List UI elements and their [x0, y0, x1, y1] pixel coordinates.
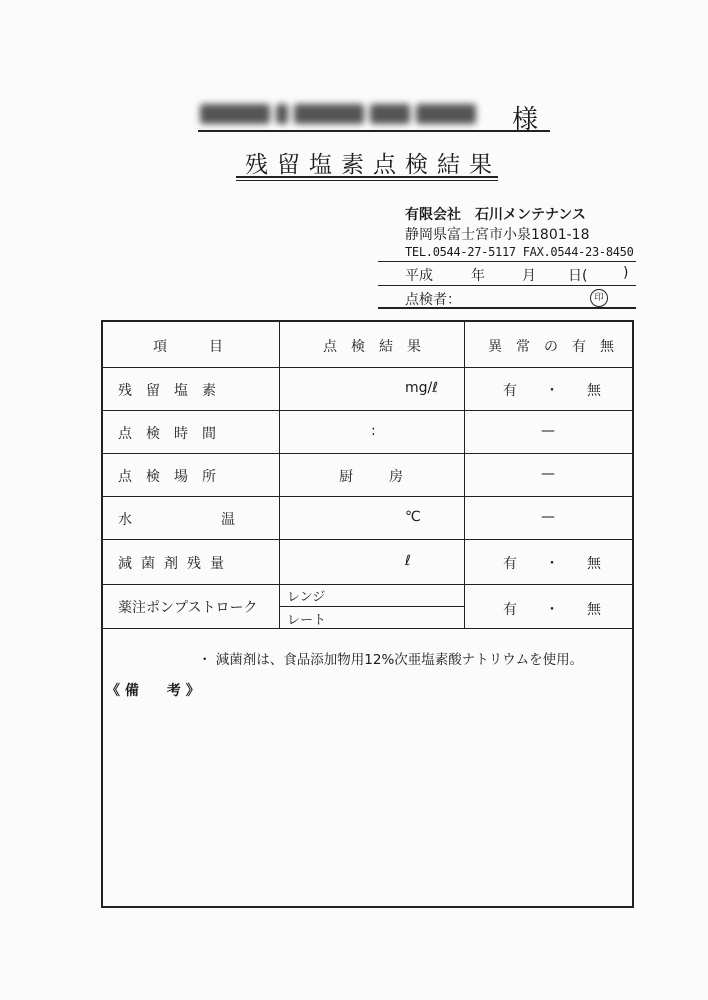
abnormal-yes: 有	[503, 383, 517, 399]
row-water-temp-unit: ℃	[405, 509, 421, 525]
row-line	[103, 584, 632, 585]
date-top-line	[378, 261, 636, 262]
inspector-underline	[378, 307, 636, 309]
abnormal-yes: 有	[503, 602, 517, 618]
row-pump-stroke-label: 薬注ポンプストローク	[118, 600, 258, 616]
header-result: 点 検 結 果	[323, 339, 421, 355]
abnormal-no: 無	[587, 556, 601, 572]
recipient-name-redacted	[200, 100, 490, 128]
row-line	[103, 453, 632, 454]
row-residual-chlorine-unit: mg/ℓ	[405, 380, 439, 396]
row-inspection-place-label: 点検場所	[118, 469, 230, 485]
seal-mark: 印	[590, 289, 608, 307]
row-line	[103, 496, 632, 497]
recipient-suffix: 様	[512, 105, 539, 135]
row-line	[103, 410, 632, 411]
row-pump-stroke-range: レンジ	[287, 590, 326, 605]
row-inspection-time-dash: —	[541, 423, 555, 439]
date-month: 月	[522, 268, 536, 284]
inspection-table	[101, 320, 634, 908]
header-item: 項 目	[153, 339, 223, 355]
row-inspection-place-dash: —	[541, 466, 555, 482]
row-inspection-time-label: 点検時間	[118, 426, 230, 442]
inspector-row	[405, 289, 635, 307]
header-abnormal: 異 常 の 有 無	[488, 339, 614, 355]
row-line	[103, 628, 632, 629]
row-disinfectant-label: 減菌剤残量	[118, 556, 233, 572]
date-era: 平成	[405, 268, 433, 284]
row-water-temp-label-a: 水	[118, 512, 132, 528]
disinfectant-note: ・ 減菌剤は、食品添加物用12%次亜塩素酸ナトリウムを使用。	[198, 652, 584, 668]
row-line	[103, 367, 632, 368]
abnormal-dot: ・	[545, 383, 559, 399]
company-name: 有限会社 石川メンテナンス	[405, 207, 586, 223]
abnormal-dot: ・	[545, 556, 559, 572]
row-line	[103, 539, 632, 540]
sub-row-line	[279, 606, 464, 607]
date-row	[405, 265, 635, 283]
row-disinfectant-unit: ℓ	[405, 553, 411, 569]
abnormal-no: 無	[587, 383, 601, 399]
remarks-label: 《 備 考 》	[106, 683, 200, 699]
title-underline	[236, 176, 498, 178]
row-pump-stroke-rate: レート	[287, 613, 327, 628]
row-water-temp-label-b: 温	[221, 512, 235, 528]
abnormal-yes: 有	[503, 556, 517, 572]
company-address: 静岡県富士宮市小泉1801-18	[405, 227, 590, 243]
abnormal-dot: ・	[545, 602, 559, 618]
row-inspection-place-value-a: 厨	[339, 469, 353, 485]
page-title: 残留塩素点検結果	[245, 152, 501, 178]
row-inspection-place-value-b: 房	[389, 469, 403, 485]
title-underline-thin	[236, 180, 498, 181]
abnormal-no: 無	[587, 602, 601, 618]
company-phone-fax: TEL.0544-27-5117 FAX.0544-23-8450	[405, 245, 634, 259]
row-inspection-time-colon: :	[371, 423, 376, 439]
row-residual-chlorine-label: 残留塩素	[118, 383, 230, 399]
date-close: )	[623, 265, 629, 281]
date-day: 日(	[568, 268, 588, 284]
row-water-temp-dash: —	[541, 509, 555, 525]
date-bottom-line	[378, 285, 636, 286]
date-year: 年	[471, 268, 485, 284]
inspector-label: 点検者：	[405, 292, 461, 308]
recipient-underline	[198, 130, 550, 132]
